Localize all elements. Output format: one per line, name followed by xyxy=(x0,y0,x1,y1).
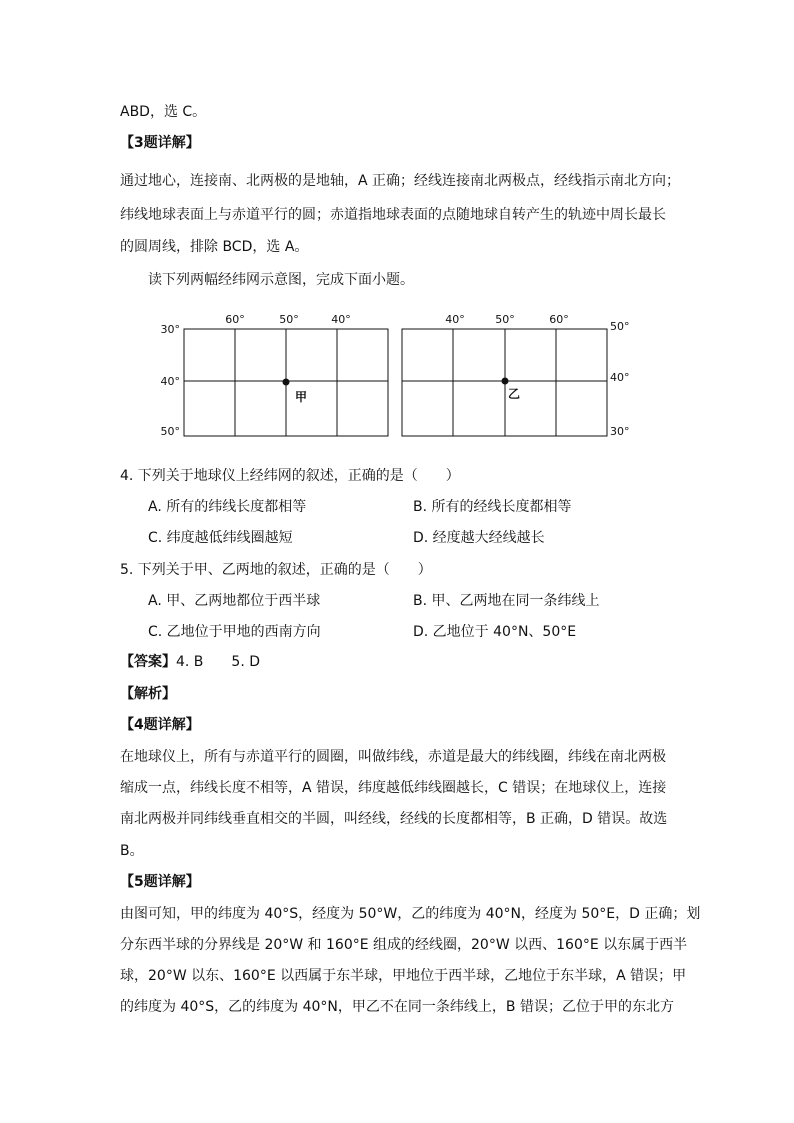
text-line: B。 xyxy=(120,843,144,859)
q4-option-c: C. 纬度越低纬线圈越短 xyxy=(148,530,293,546)
q4-option-b: B. 所有的经线长度都相等 xyxy=(413,499,572,515)
text-line: 南北两极并同纬线垂直相交的半圆，叫经线，经线的长度都相等，B 正确，D 错误。故选 xyxy=(120,811,668,827)
latitude-label: 30° xyxy=(160,323,180,336)
q4-detail-heading: 【4题详解】 xyxy=(120,717,200,733)
text-line: 球，20°W 以东、160°E 以西属于东半球，甲地位于西半球，乙地位于东半球，A 错误；甲 xyxy=(120,968,687,984)
q5-detail-heading: 【5题详解】 xyxy=(120,874,200,890)
latitude-label: 40° xyxy=(610,371,630,384)
longitude-label: 50° xyxy=(495,313,515,326)
q5-option-a: A. 甲、乙两地都位于西半球 xyxy=(148,593,321,609)
latitude-label: 50° xyxy=(160,425,180,438)
map-left xyxy=(161,313,389,438)
longitude-label: 60° xyxy=(549,313,569,326)
longitude-label: 40° xyxy=(331,313,351,326)
text-line: 的圆周线，排除 BCD，选 A。 xyxy=(120,239,309,255)
text-line: 通过地心，连接南、北两极的是地轴，A 正确；经线连接南北两极点，经线指示南北方向； xyxy=(120,173,681,189)
text-line: 缩成一点，纬线长度不相等，A 错误，纬度越低纬线圈越长，C 错误；在地球仪上，连接 xyxy=(120,780,667,796)
longitude-label: 50° xyxy=(279,313,299,326)
answer-label: 【答案】 xyxy=(120,654,176,670)
q5-option-b: B. 甲、乙两地在同一条纬线上 xyxy=(413,593,600,609)
text-line: 由图可知，甲的纬度为 40°S，经度为 50°W，乙的纬度为 40°N，经度为 50°E，D 正确；划 xyxy=(120,906,701,922)
question-4-stem: 4. 下列关于地球仪上经纬网的叙述，正确的是（ ） xyxy=(120,468,460,484)
answer-text: 4. B 5. D xyxy=(176,654,260,670)
instruction-text: 读下列两幅经纬网示意图，完成下面小题。 xyxy=(148,272,414,288)
text-line: 在地球仪上，所有与赤道平行的圆圈，叫做纬线，赤道是最大的纬线圈，纬线在南北两极 xyxy=(120,749,666,765)
question-5-stem: 5. 下列关于甲、乙两地的叙述，正确的是（ ） xyxy=(120,562,432,578)
map-right xyxy=(402,313,630,438)
point-yi-label: 乙 xyxy=(508,387,521,401)
q5-option-c: C. 乙地位于甲地的西南方向 xyxy=(148,624,321,640)
section-heading: 【3题详解】 xyxy=(120,135,200,151)
q5-option-d: D. 乙地位于 40°N、50°E xyxy=(413,624,577,640)
longitude-label: 40° xyxy=(445,313,465,326)
answer-line xyxy=(120,652,260,672)
latitude-label: 40° xyxy=(160,375,180,388)
point-jia-marker xyxy=(283,379,290,386)
q4-option-d: D. 经度越大经线越长 xyxy=(413,530,545,546)
longitude-label: 60° xyxy=(225,313,245,326)
text-line: 分东西半球的分界线是 20°W 和 160°E 组成的经线圈，20°W 以西、160°E 以东属于西半 xyxy=(120,937,688,953)
point-jia-label: 甲 xyxy=(295,390,308,404)
graticule-figure xyxy=(0,305,794,445)
q4-option-a: A. 所有的纬线长度都相等 xyxy=(148,499,307,515)
analysis-heading: 【解析】 xyxy=(120,686,176,702)
text-line: 纬线地球表面上与赤道平行的圆；赤道指地球表面的点随地球自转产生的轨迹中周长最长 xyxy=(120,207,666,223)
point-yi-marker xyxy=(502,378,509,385)
text-line: 的纬度为 40°S，乙的纬度为 40°N，甲乙不在同一条纬线上，B 错误；乙位于甲的东北方 xyxy=(120,999,674,1015)
latitude-label: 50° xyxy=(610,320,630,333)
text-line: ABD，选 C。 xyxy=(120,104,207,120)
latitude-label: 30° xyxy=(610,425,630,438)
